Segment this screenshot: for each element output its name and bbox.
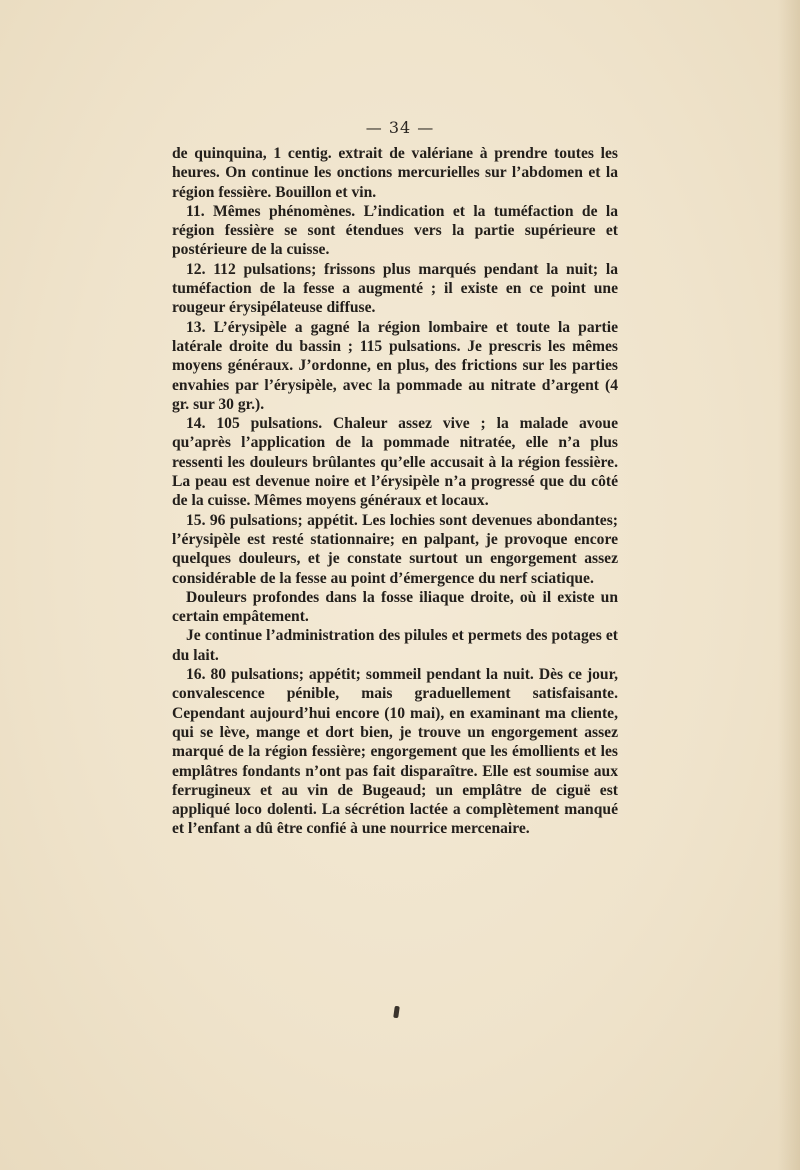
paragraph-1: de quinquina, 1 centig. extrait de valériane à prendre toutes les heures. On continue les onctions mercurielles sur l’abdomen et la région fessière. Bouillon et vin.	[172, 145, 618, 201]
paragraph-5: 14. 105 pulsations. Chaleur assez vive ; la malade avoue qu’après l’application de la pommade nitratée, elle n’a plus ressenti les douleurs brûlantes qu’elle accusait à la région fessière. La peau est devenue noire et l’érysipèle n’a progressé que du côté de la cuisse. Mêmes moyens généraux et locaux.	[172, 415, 618, 510]
paragraph-7: Douleurs profondes dans la fosse iliaque droite, où il existe un certain empâtement.	[172, 588, 618, 626]
paragraph-2: 11. Mêmes phénomènes. L’indication et la tuméfaction de la région fessière se sont étendues vers la partie supérieure et postérieure de la cuisse.	[172, 202, 618, 259]
body-text	[172, 144, 618, 839]
paragraph-9: 16. 80 pulsations; appétit; sommeil pendant la nuit. Dès ce jour, convalescence pénible, mais graduellement satisfaisante. Cependant aujourd’hui encore (10 mai), en examinant ma cliente, qui se lève, mange et dort bien, je trouve un engorgement assez marqué de la région fessière; engorgement que les émollients et les emplâtres fondants n’ont pas fait disparaître. Elle est soumise aux ferrugineux et au vin de Bugeaud; un emplâtre de ciguë est appliqué loco dolenti. La sécrétion lactée a complètement manqué et l’enfant a dû être confié à une nourrice mercenaire.	[172, 666, 618, 838]
paragraph-6: 15. 96 pulsations; appétit. Les lochies sont devenues abondantes; l’érysipèle est resté stationnaire; en palpant, je provoque encore quelques douleurs, et je constate surtout un engorgement assez considérable de la fesse au point d’émergence du nerf sciatique.	[172, 511, 618, 587]
paragraph-3: 12. 112 pulsations; frissons plus marqués pendant la nuit; la tuméfaction de la fesse a augmenté ; il existe en ce point une rougeur érysipélateuse diffuse.	[172, 260, 618, 317]
page-number: — 34 —	[365, 118, 435, 137]
page-edge-shadow	[778, 0, 800, 1170]
ink-mark	[393, 1006, 400, 1019]
paragraph-4: 13. L’érysipèle a gagné la région lombaire et toute la partie latérale droite du bassin ; 115 pulsations. Je prescris les mêmes moyens généraux. J’ordonne, en plus, des frictions sur les parties envahies par l’érysipèle, avec la pommade au nitrate d’argent (4 gr. sur 30 gr.).	[172, 318, 618, 413]
paragraph-8: Je continue l’administration des pilules et permets des potages et du lait.	[172, 627, 618, 664]
